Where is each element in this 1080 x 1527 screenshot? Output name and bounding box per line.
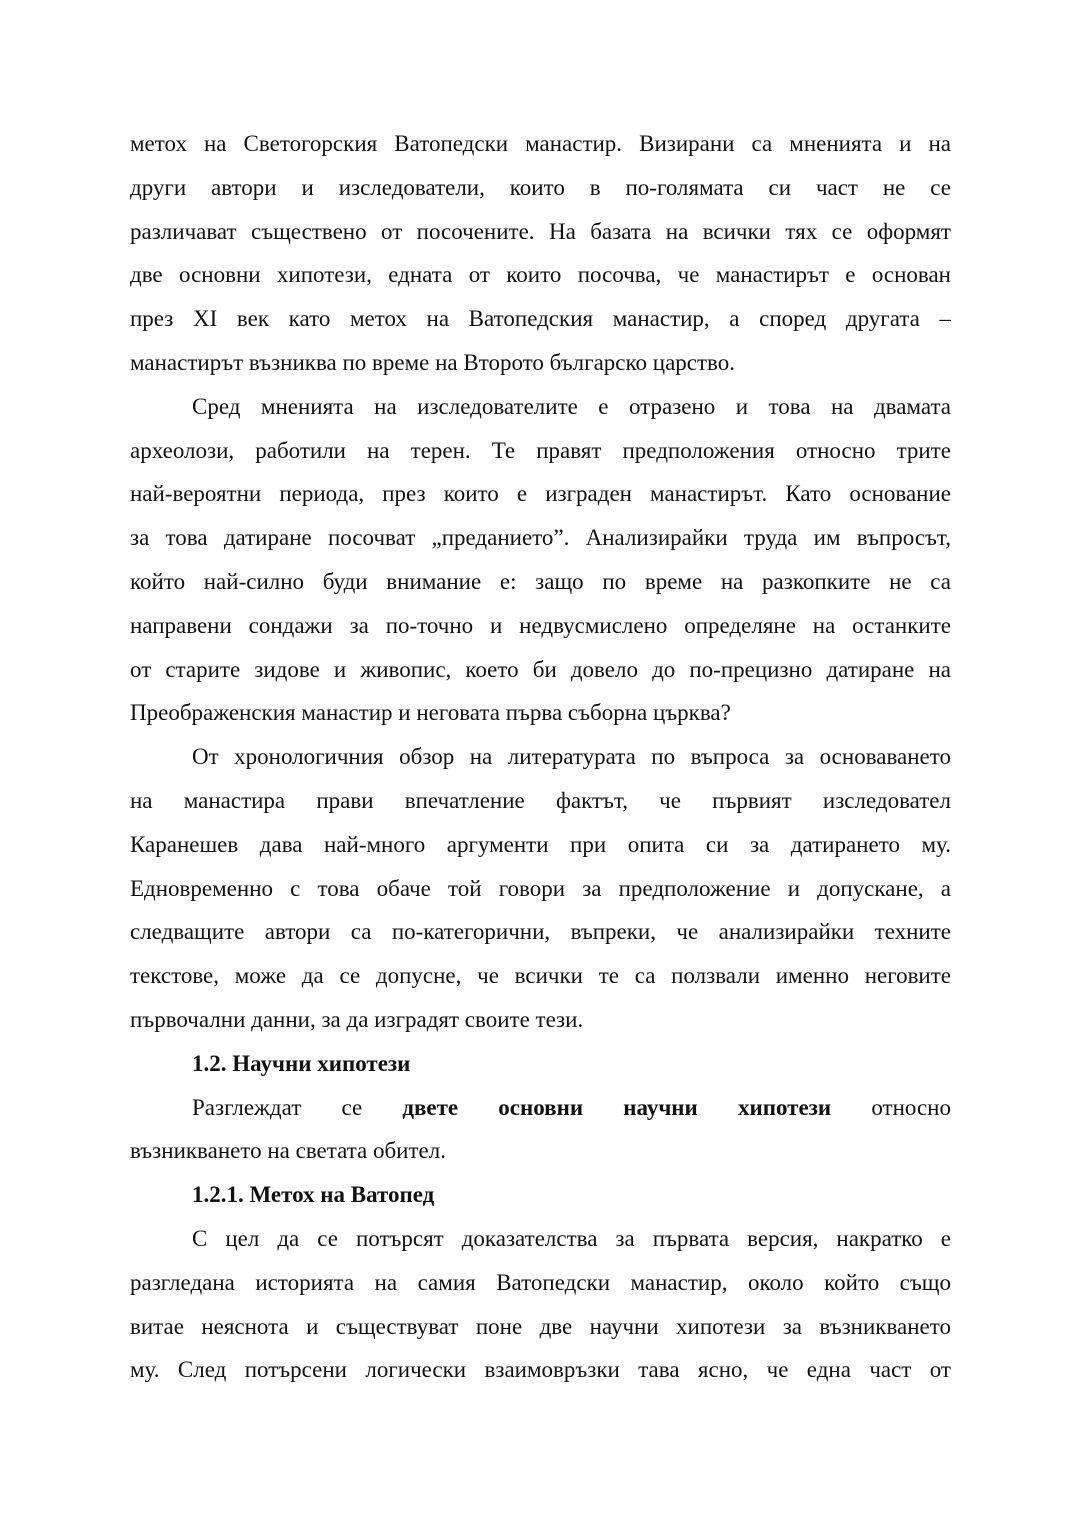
text-line: му. След потърсени логически взаимовръзки тава ясно, че една част от — [130, 1357, 951, 1383]
text-line: Преображенския манастир и неговата първа съборна църква? — [130, 700, 731, 726]
subsection-heading: 1.2.1. Метох на Ватопед — [192, 1182, 435, 1208]
text-line: От хронологичния обзор на литературата по въпроса за основаването — [192, 744, 951, 770]
intro-text-end: относно — [831, 1094, 951, 1120]
text-line: през XI век като метох на Ватопедския манастир, а според другата – — [130, 306, 951, 332]
text-line: витае неяснота и съществуват поне две научни хипотези за възникването — [130, 1313, 951, 1339]
text-line: следващите автори са по-категорични, въпреки, че анализирайки техните — [130, 919, 951, 945]
text-line: Едновременно с това обаче той говори за предположение и допускане, а — [130, 875, 951, 901]
text-line: възникването на светата обител. — [130, 1138, 446, 1164]
text-line: Сред мненията на изследователите е отразено и това на двамата — [192, 393, 951, 419]
text-line: археолози, работили на терен. Те правят предположения относно трите — [130, 437, 951, 463]
section-heading: 1.2. Научни хипотези — [192, 1050, 411, 1076]
text-line: най-вероятни периода, през които е изграден манастирът. Като основание — [130, 481, 951, 507]
text-line: за това датиране посочват „преданието”. Анализирайки труда им въпросът, — [130, 525, 951, 551]
text-line: разгледана историята на самия Ватопедски манастир, около който също — [130, 1269, 951, 1295]
emphasis-text: двете основни научни хипотези — [402, 1094, 832, 1120]
text-line: на манастира прави впечатление фактът, че първият изследовател — [130, 787, 951, 813]
text-line: който най-силно буди внимание е: защо по време на разкопките не са — [130, 568, 951, 594]
text-line: манастирът възниква по време на Второто българско царство. — [130, 349, 735, 375]
text-line: направени сондажи за по-точно и недвусмислено определяне на останките — [130, 612, 951, 638]
text-line: Каранешев дава най-много аргументи при опита си за датирането му. — [130, 831, 951, 857]
text-line: метох на Светогорския Ватопедски манастир. Визирани са мненията и на — [130, 131, 951, 156]
text-line: С цел да се потърсят доказателства за първата версия, накратко е — [192, 1225, 951, 1251]
text-line — [130, 1086, 951, 1130]
intro-text: Разглеждат се — [192, 1094, 403, 1120]
text-line: първочални данни, за да изградят своите тези. — [130, 1006, 584, 1032]
text-line: други автори и изследователи, които в по-голямата си част не се — [130, 174, 951, 200]
text-line: различават съществено от посочените. На базата на всички тях се оформят — [130, 218, 951, 244]
text-line: две основни хипотези, едната от които посочва, че манастирът е основан — [130, 262, 951, 288]
body-text — [130, 122, 951, 1392]
text-line: от старите зидове и живопис, което би довело до по-прецизно датиране на — [130, 656, 951, 682]
text-line: текстове, може да се допусне, че всички те са ползвали именно неговите — [130, 963, 951, 989]
